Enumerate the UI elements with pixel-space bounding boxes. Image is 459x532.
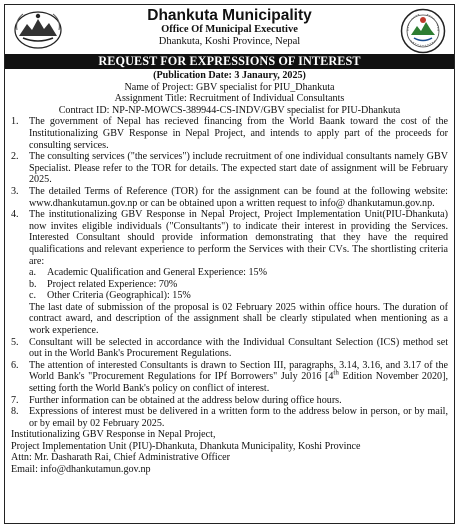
item-text: Consultant will be selected in accordance with the Individual Consultant Selection (ICS) method set out in the World Bank's Procurement Regulations. <box>29 336 448 360</box>
item-text: The consulting services ("the services") include recruitment of one individual consultants namely GBV Specialist. Please refer to the TOR for details. The expected start date of assignment will be February 2025. <box>29 151 448 186</box>
criteria-letter: a. <box>29 267 37 279</box>
item-number: 5. <box>11 336 19 348</box>
address-line: Attn: Mr. Dasharath Rai, Chief Administrative Officer <box>11 452 231 464</box>
criteria-item <box>29 267 448 279</box>
item-number: 2. <box>11 151 19 163</box>
item-text: Expressions of interest must be delivered in a written form to the address below in person, or by mail, or by email by 02 February 2025. <box>29 406 448 429</box>
notice-page <box>4 4 455 524</box>
criteria-letter: b. <box>29 278 37 290</box>
ordinal-superscript: th <box>333 369 339 378</box>
item-number: 6. <box>11 359 19 371</box>
header <box>11 8 448 52</box>
submission-deadline-text: The last date of submission of the proposal is 02 February 2025 within office hours. The duration of contract award, and description of the assignment shall be clearly stipulated when mentioning as a work experience. <box>29 301 448 337</box>
item-text: The government of Nepal has recieved financing from the World Baank toward the cost of the Institutionalizing GBV Response in Nepal Project, and intends to apply part of the proceeds for consulting services. <box>29 116 448 151</box>
item-number: 4. <box>11 209 19 221</box>
contact-email[interactable]: Email: info@dhankutamun.gov.np <box>11 463 151 475</box>
criteria-item <box>29 290 448 302</box>
item-number: 3. <box>11 185 19 197</box>
criteria-text: Project related Experience: 70% <box>47 278 178 290</box>
publication-date: (Publication Date: 3 Janaury, 2025) <box>153 70 306 81</box>
criteria-text: Other Criteria (Geographical): 15% <box>47 290 191 302</box>
list-item <box>11 360 448 395</box>
item-text-part: The attention of interested Consultants is drawn to Section III, paragraphs, 3.14, 3.16, and 3.17 of the World Bank's "Procurement Regulations for IPf Borrowers" July 2016 [4 <box>29 359 448 383</box>
item-text-part: Edition November 2020], setting forth the World Bank's policy on conflict of interest. <box>29 371 448 395</box>
assignment-title: Assignment Title: Recruitment of Individual Consultants <box>114 93 345 105</box>
list-item <box>11 337 448 360</box>
list-item <box>11 406 448 429</box>
dhankuta-municipality-seal-icon <box>400 8 446 54</box>
list-item <box>11 151 448 186</box>
list-item <box>11 186 448 209</box>
nepal-government-emblem-icon <box>13 10 63 50</box>
address-line: Project Implementation Unit (PIU)-Dhankuta, Dhankuta Municipality, Koshi Province <box>11 440 361 452</box>
address-line: Institutionalizing GBV Response in Nepal Project, <box>11 429 216 441</box>
item-number: 1. <box>11 116 19 128</box>
contact-address <box>11 429 448 475</box>
org-name: Dhankuta Municipality <box>147 7 312 24</box>
list-item <box>11 395 448 407</box>
office-name: Office Of Municipal Executive <box>161 24 298 35</box>
project-name: Name of Project: GBV specialist for PIU_Dhankuta <box>124 81 335 93</box>
item-number: 8. <box>11 406 19 418</box>
criteria-letter: c. <box>29 290 37 302</box>
shortlisting-criteria <box>29 267 448 302</box>
numbered-items <box>11 116 448 429</box>
contract-id: Contract ID: NP-NP-MOWCS-389944-CS-INDV/GBV specialist for PIU-Dhankuta <box>58 104 401 116</box>
item-text: The institutionalizing GBV Response in Nepal Project, Project Implementation Unit(PIU-Dhankuta) now invites eligible individuals ("Consultants") to indicate their interest in providing the Services. Interested Consultant should provide information demonstrating that they have the required qualifications and relevant experience to perform the Services with their CVs. The shortlisting criteria are: <box>29 209 448 267</box>
item-number: 7. <box>11 394 19 406</box>
item-text: The detailed Terms of Reference (TOR) for the assignment can be found at the following website: www.dhankutamun.gov.np or can be obtained upon a written request to info@ dhankutamun.gov.np. <box>29 185 448 209</box>
criteria-item <box>29 279 448 291</box>
criteria-text: Academic Qualification and General Experience: 15% <box>47 267 267 279</box>
item-text: Further information can be obtained at the address below during office hours. <box>29 394 342 406</box>
eoi-banner: REQUEST FOR EXPRESSIONS OF INTEREST <box>5 54 454 69</box>
list-item <box>11 209 448 337</box>
office-address: Dhankuta, Koshi Province, Nepal <box>158 36 301 47</box>
list-item <box>11 116 448 151</box>
